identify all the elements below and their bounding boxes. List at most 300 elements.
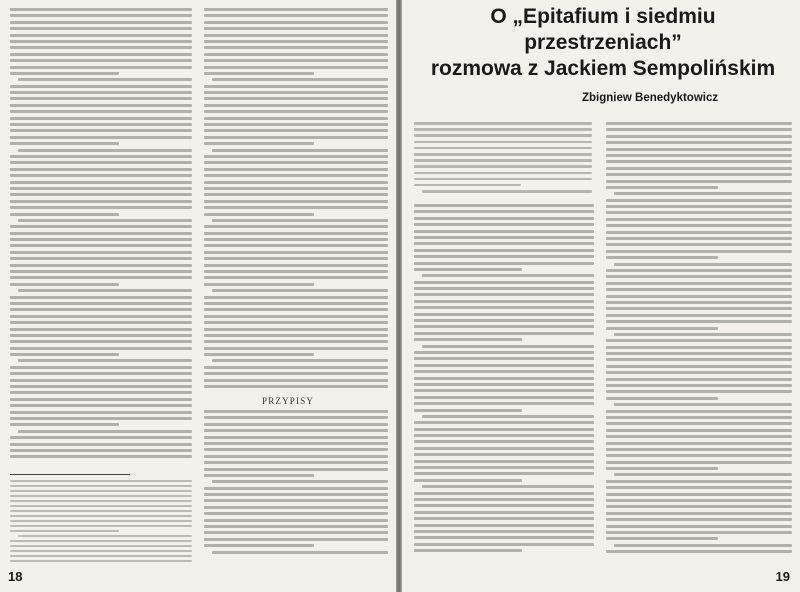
- text-line-placeholder: [614, 263, 792, 266]
- text-line-placeholder: [414, 511, 594, 514]
- text-line-placeholder: [204, 123, 388, 126]
- text-line-placeholder: [606, 231, 792, 234]
- text-line-placeholder: [414, 440, 594, 443]
- text-line-placeholder: [414, 210, 594, 213]
- text-line-placeholder: [204, 206, 388, 209]
- text-line-placeholder: [414, 147, 592, 150]
- text-line-placeholder: [606, 371, 792, 374]
- text-line-placeholder: [204, 538, 388, 541]
- left-column-2-footnotes: [204, 410, 388, 560]
- text-line-placeholder: [212, 289, 388, 292]
- text-line-placeholder: [10, 123, 192, 126]
- text-line-placeholder: [606, 422, 792, 425]
- text-line-placeholder: [614, 333, 792, 336]
- text-line-placeholder: [414, 325, 594, 328]
- text-line-placeholder: [10, 206, 192, 209]
- text-line-placeholder: [606, 518, 792, 521]
- text-line-placeholder: [10, 270, 192, 273]
- text-line-placeholder: [204, 308, 388, 311]
- page-number-left: 18: [8, 569, 23, 584]
- text-line-placeholder: [614, 544, 792, 547]
- text-line-placeholder: [414, 409, 522, 412]
- text-line-placeholder: [18, 219, 192, 222]
- text-line-placeholder: [414, 530, 594, 533]
- text-line-placeholder: [414, 184, 521, 187]
- text-line-placeholder: [10, 187, 192, 190]
- text-line-placeholder: [606, 454, 792, 457]
- text-line-placeholder: [204, 468, 388, 471]
- text-line-placeholder: [204, 213, 314, 216]
- text-line-placeholder: [606, 448, 792, 451]
- text-line-placeholder: [414, 447, 594, 450]
- text-line-placeholder: [204, 429, 388, 432]
- text-line-placeholder: [204, 436, 388, 439]
- article-title-line-1: O „Epitafium i siedmiu przestrzeniach”: [490, 5, 716, 54]
- text-line-placeholder: [414, 364, 594, 367]
- text-line-placeholder: [414, 217, 594, 220]
- text-line-placeholder: [606, 435, 792, 438]
- text-line-placeholder: [414, 165, 592, 168]
- text-line-placeholder: [414, 332, 594, 335]
- text-line-placeholder: [10, 238, 192, 241]
- text-line-placeholder: [414, 319, 594, 322]
- text-line-placeholder: [212, 480, 388, 483]
- text-line-placeholder: [10, 398, 192, 401]
- text-line-placeholder: [10, 14, 192, 17]
- text-line-placeholder: [10, 200, 192, 203]
- text-line-placeholder: [414, 351, 594, 354]
- text-line-placeholder: [204, 14, 388, 17]
- text-line-placeholder: [10, 480, 192, 482]
- text-line-placeholder: [606, 429, 792, 432]
- page-number-right: 19: [775, 569, 790, 584]
- text-line-placeholder: [204, 168, 388, 171]
- text-line-placeholder: [414, 536, 594, 539]
- text-line-placeholder: [204, 40, 388, 43]
- text-line-placeholder: [204, 302, 388, 305]
- text-line-placeholder: [10, 353, 119, 356]
- right-column-1: [414, 204, 594, 560]
- text-line-placeholder: [606, 390, 792, 393]
- text-line-placeholder: [204, 385, 388, 388]
- text-line-placeholder: [204, 321, 388, 324]
- text-line-placeholder: [204, 46, 388, 49]
- text-line-placeholder: [414, 421, 594, 424]
- text-line-placeholder: [10, 347, 192, 350]
- text-line-placeholder: [204, 499, 388, 502]
- text-line-placeholder: [606, 167, 792, 170]
- text-line-placeholder: [18, 78, 192, 81]
- text-line-placeholder: [10, 213, 119, 216]
- text-line-placeholder: [204, 238, 388, 241]
- text-line-placeholder: [606, 211, 792, 214]
- text-line-placeholder: [606, 384, 792, 387]
- text-line-placeholder: [10, 385, 192, 388]
- text-line-placeholder: [606, 480, 792, 483]
- text-line-placeholder: [10, 8, 192, 11]
- text-line-placeholder: [414, 549, 522, 552]
- text-line-placeholder: [10, 340, 192, 343]
- text-line-placeholder: [18, 149, 192, 152]
- text-line-placeholder: [204, 97, 388, 100]
- text-line-placeholder: [10, 366, 192, 369]
- text-line-placeholder: [10, 495, 192, 497]
- right-page: [402, 0, 800, 592]
- text-line-placeholder: [414, 472, 594, 475]
- text-line-placeholder: [10, 520, 192, 522]
- text-line-placeholder: [204, 519, 388, 522]
- text-line-placeholder: [204, 493, 388, 496]
- author-byline: Zbigniew Benedyktowicz: [582, 92, 719, 104]
- text-line-placeholder: [10, 515, 192, 517]
- text-line-placeholder: [10, 334, 192, 337]
- text-line-placeholder: [10, 142, 119, 145]
- text-line-placeholder: [10, 85, 192, 88]
- text-line-placeholder: [204, 91, 388, 94]
- right-column-2: [606, 122, 792, 560]
- text-line-placeholder: [10, 283, 119, 286]
- text-line-placeholder: [204, 129, 388, 132]
- text-line-placeholder: [606, 243, 792, 246]
- text-line-placeholder: [212, 551, 388, 554]
- text-line-placeholder: [10, 315, 192, 318]
- text-line-placeholder: [204, 66, 388, 69]
- text-line-placeholder: [10, 46, 192, 49]
- text-line-placeholder: [414, 153, 592, 156]
- text-line-placeholder: [10, 225, 192, 228]
- text-line-placeholder: [204, 340, 388, 343]
- text-line-placeholder: [10, 449, 192, 452]
- text-line-placeholder: [606, 295, 792, 298]
- left-column-1: [10, 8, 192, 468]
- text-line-placeholder: [204, 506, 388, 509]
- article-title-line-2: rozmowa z Jackiem Sempolińskim: [430, 57, 776, 80]
- text-line-placeholder: [422, 274, 594, 277]
- text-line-placeholder: [606, 135, 792, 138]
- text-line-placeholder: [204, 251, 388, 254]
- text-line-placeholder: [606, 141, 792, 144]
- text-line-placeholder: [606, 397, 718, 400]
- text-line-placeholder: [606, 122, 792, 125]
- text-line-placeholder: [606, 256, 718, 259]
- left-footnotes: [10, 480, 192, 568]
- text-line-placeholder: [606, 269, 792, 272]
- text-line-placeholder: [10, 545, 192, 547]
- text-line-placeholder: [10, 251, 192, 254]
- text-line-placeholder: [10, 174, 192, 177]
- text-line-placeholder: [204, 512, 388, 515]
- text-line-placeholder: [204, 85, 388, 88]
- text-line-placeholder: [414, 383, 594, 386]
- text-line-placeholder: [606, 224, 792, 227]
- footnote-rule: [10, 474, 130, 475]
- text-line-placeholder: [606, 493, 792, 496]
- text-line-placeholder: [204, 264, 388, 267]
- text-line-placeholder: [606, 282, 792, 285]
- text-line-placeholder: [414, 242, 594, 245]
- text-line-placeholder: [414, 492, 594, 495]
- text-line-placeholder: [204, 487, 388, 490]
- text-line-placeholder: [204, 142, 314, 145]
- text-line-placeholder: [204, 442, 388, 445]
- text-line-placeholder: [606, 173, 792, 176]
- text-line-placeholder: [204, 461, 388, 464]
- text-line-placeholder: [10, 436, 192, 439]
- text-line-placeholder: [204, 410, 388, 413]
- text-line-placeholder: [606, 512, 792, 515]
- text-line-placeholder: [10, 525, 192, 527]
- text-line-placeholder: [606, 301, 792, 304]
- text-line-placeholder: [10, 40, 192, 43]
- text-line-placeholder: [414, 504, 594, 507]
- text-line-placeholder: [212, 359, 388, 362]
- text-line-placeholder: [204, 200, 388, 203]
- text-line-placeholder: [212, 219, 388, 222]
- text-line-placeholder: [204, 328, 388, 331]
- text-line-placeholder: [414, 370, 594, 373]
- article-title: [410, 4, 796, 82]
- text-line-placeholder: [10, 417, 192, 420]
- text-line-placeholder: [606, 537, 718, 540]
- text-line-placeholder: [204, 244, 388, 247]
- text-line-placeholder: [10, 193, 192, 196]
- text-line-placeholder: [614, 403, 792, 406]
- text-line-placeholder: [204, 193, 388, 196]
- text-line-placeholder: [614, 473, 792, 476]
- text-line-placeholder: [606, 365, 792, 368]
- text-line-placeholder: [606, 410, 792, 413]
- text-line-placeholder: [422, 415, 594, 418]
- text-line-placeholder: [204, 276, 388, 279]
- text-line-placeholder: [414, 262, 594, 265]
- text-line-placeholder: [10, 321, 192, 324]
- text-line-placeholder: [10, 411, 192, 414]
- text-line-placeholder: [10, 155, 192, 158]
- text-line-placeholder: [10, 110, 192, 113]
- text-line-placeholder: [10, 404, 192, 407]
- text-line-placeholder: [10, 510, 192, 512]
- text-line-placeholder: [606, 327, 718, 330]
- text-line-placeholder: [606, 320, 792, 323]
- text-line-placeholder: [212, 149, 388, 152]
- text-line-placeholder: [414, 281, 594, 284]
- text-line-placeholder: [204, 455, 388, 458]
- text-line-placeholder: [606, 148, 792, 151]
- text-line-placeholder: [204, 544, 314, 547]
- text-line-placeholder: [10, 136, 192, 139]
- text-line-placeholder: [204, 8, 388, 11]
- text-line-placeholder: [10, 302, 192, 305]
- text-line-placeholder: [204, 117, 388, 120]
- text-line-placeholder: [204, 110, 388, 113]
- text-line-placeholder: [414, 434, 594, 437]
- text-line-placeholder: [10, 490, 192, 492]
- text-line-placeholder: [606, 160, 792, 163]
- text-line-placeholder: [414, 313, 594, 316]
- text-line-placeholder: [10, 129, 192, 132]
- text-line-placeholder: [204, 372, 388, 375]
- text-line-placeholder: [414, 338, 522, 341]
- text-line-placeholder: [18, 430, 192, 433]
- text-line-placeholder: [414, 524, 594, 527]
- text-line-placeholder: [204, 155, 388, 158]
- text-line-placeholder: [10, 485, 192, 487]
- text-line-placeholder: [204, 347, 388, 350]
- text-line-placeholder: [18, 535, 192, 537]
- text-line-placeholder: [10, 423, 119, 426]
- text-line-placeholder: [10, 21, 192, 24]
- intro-paragraph: [414, 122, 592, 200]
- text-line-placeholder: [422, 190, 592, 193]
- text-line-placeholder: [204, 296, 388, 299]
- text-line-placeholder: [414, 287, 594, 290]
- text-line-placeholder: [10, 72, 119, 75]
- text-line-placeholder: [414, 498, 594, 501]
- text-line-placeholder: [606, 250, 792, 253]
- text-line-placeholder: [606, 288, 792, 291]
- text-line-placeholder: [204, 59, 388, 62]
- text-line-placeholder: [414, 460, 594, 463]
- text-line-placeholder: [606, 378, 792, 381]
- text-line-placeholder: [414, 172, 592, 175]
- text-line-placeholder: [606, 218, 792, 221]
- text-line-placeholder: [10, 59, 192, 62]
- text-line-placeholder: [10, 550, 192, 552]
- text-line-placeholder: [204, 136, 388, 139]
- text-line-placeholder: [204, 366, 388, 369]
- text-line-placeholder: [204, 531, 388, 534]
- text-line-placeholder: [10, 308, 192, 311]
- text-line-placeholder: [204, 353, 314, 356]
- text-line-placeholder: [606, 205, 792, 208]
- text-line-placeholder: [414, 178, 592, 181]
- text-line-placeholder: [10, 555, 192, 557]
- text-line-placeholder: [606, 505, 792, 508]
- text-line-placeholder: [204, 181, 388, 184]
- text-line-placeholder: [204, 423, 388, 426]
- text-line-placeholder: [414, 428, 594, 431]
- text-line-placeholder: [10, 530, 119, 532]
- text-line-placeholder: [414, 134, 592, 137]
- text-line-placeholder: [606, 128, 792, 131]
- text-line-placeholder: [10, 232, 192, 235]
- text-line-placeholder: [606, 346, 792, 349]
- left-column-2: [204, 8, 388, 394]
- text-line-placeholder: [606, 186, 718, 189]
- text-line-placeholder: [212, 78, 388, 81]
- text-line-placeholder: [10, 328, 192, 331]
- text-line-placeholder: [10, 97, 192, 100]
- text-line-placeholder: [10, 66, 192, 69]
- text-line-placeholder: [10, 540, 192, 542]
- text-line-placeholder: [606, 550, 792, 553]
- text-line-placeholder: [10, 500, 192, 502]
- text-line-placeholder: [10, 27, 192, 30]
- text-line-placeholder: [10, 168, 192, 171]
- text-line-placeholder: [204, 161, 388, 164]
- text-line-placeholder: [204, 270, 388, 273]
- text-line-placeholder: [606, 275, 792, 278]
- text-line-placeholder: [204, 448, 388, 451]
- text-line-placeholder: [10, 372, 192, 375]
- text-line-placeholder: [414, 255, 594, 258]
- text-line-placeholder: [414, 306, 594, 309]
- text-line-placeholder: [606, 531, 792, 534]
- text-line-placeholder: [18, 289, 192, 292]
- text-line-placeholder: [204, 416, 388, 419]
- text-line-placeholder: [414, 159, 592, 162]
- text-line-placeholder: [204, 72, 314, 75]
- text-line-placeholder: [204, 187, 388, 190]
- text-line-placeholder: [10, 264, 192, 267]
- text-line-placeholder: [10, 455, 192, 458]
- text-line-placeholder: [606, 237, 792, 240]
- text-line-placeholder: [204, 232, 388, 235]
- text-line-placeholder: [10, 34, 192, 37]
- text-line-placeholder: [414, 466, 594, 469]
- text-line-placeholder: [10, 244, 192, 247]
- text-line-placeholder: [606, 199, 792, 202]
- text-line-placeholder: [606, 154, 792, 157]
- text-line-placeholder: [10, 443, 192, 446]
- text-line-placeholder: [10, 379, 192, 382]
- text-line-placeholder: [18, 359, 192, 362]
- text-line-placeholder: [204, 104, 388, 107]
- text-line-placeholder: [606, 339, 792, 342]
- text-line-placeholder: [414, 236, 594, 239]
- text-line-placeholder: [204, 34, 388, 37]
- text-line-placeholder: [204, 53, 388, 56]
- text-line-placeholder: [10, 117, 192, 120]
- text-line-placeholder: [606, 486, 792, 489]
- text-line-placeholder: [10, 391, 192, 394]
- text-line-placeholder: [10, 505, 192, 507]
- text-line-placeholder: [606, 442, 792, 445]
- text-line-placeholder: [204, 283, 314, 286]
- text-line-placeholder: [10, 276, 192, 279]
- text-line-placeholder: [606, 180, 792, 183]
- text-line-placeholder: [204, 474, 314, 477]
- text-line-placeholder: [414, 377, 594, 380]
- text-line-placeholder: [606, 525, 792, 528]
- text-line-placeholder: [10, 53, 192, 56]
- text-line-placeholder: [204, 225, 388, 228]
- text-line-placeholder: [414, 396, 594, 399]
- text-line-placeholder: [414, 268, 522, 271]
- text-line-placeholder: [606, 499, 792, 502]
- text-line-placeholder: [204, 379, 388, 382]
- footnotes-heading: PRZYPISY: [262, 396, 315, 406]
- text-line-placeholder: [10, 257, 192, 260]
- text-line-placeholder: [606, 416, 792, 419]
- text-line-placeholder: [414, 479, 522, 482]
- text-line-placeholder: [204, 257, 388, 260]
- text-line-placeholder: [414, 122, 592, 125]
- text-line-placeholder: [606, 307, 792, 310]
- text-line-placeholder: [414, 357, 594, 360]
- text-line-placeholder: [422, 485, 594, 488]
- text-line-placeholder: [204, 174, 388, 177]
- text-line-placeholder: [422, 345, 594, 348]
- text-line-placeholder: [204, 315, 388, 318]
- left-page: [0, 0, 396, 592]
- text-line-placeholder: [414, 249, 594, 252]
- text-line-placeholder: [414, 517, 594, 520]
- text-line-placeholder: [10, 560, 192, 562]
- text-line-placeholder: [10, 296, 192, 299]
- text-line-placeholder: [414, 141, 592, 144]
- text-line-placeholder: [414, 223, 594, 226]
